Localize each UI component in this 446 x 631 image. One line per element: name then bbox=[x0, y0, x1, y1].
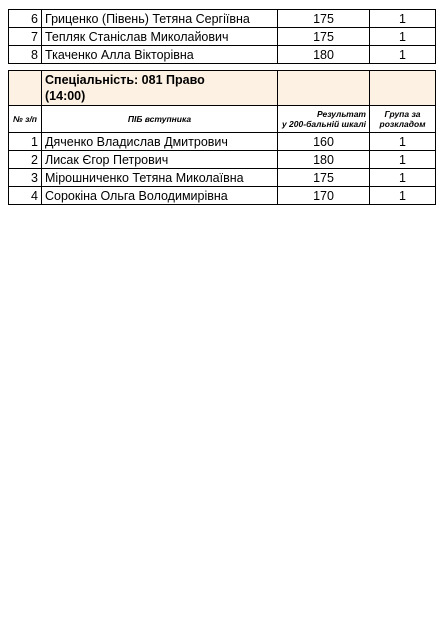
table-row bbox=[9, 151, 436, 169]
score: 160 bbox=[278, 133, 370, 151]
applicant-name: Тепляк Станіслав Миколайович bbox=[42, 28, 278, 46]
group: 1 bbox=[370, 46, 436, 64]
score: 170 bbox=[278, 187, 370, 205]
row-number: 8 bbox=[9, 46, 42, 64]
score: 180 bbox=[278, 151, 370, 169]
row-number: 1 bbox=[9, 133, 42, 151]
specialty-empty-cell bbox=[9, 71, 42, 106]
specialty-title bbox=[42, 71, 278, 106]
table-row bbox=[9, 28, 436, 46]
header-score-line1: Результат bbox=[317, 109, 366, 119]
group: 1 bbox=[370, 187, 436, 205]
specialty-header-row bbox=[9, 71, 436, 106]
row-number: 4 bbox=[9, 187, 42, 205]
specialty-title-line2: (14:00) bbox=[45, 89, 86, 103]
applicant-name: Дяченко Владислав Дмитрович bbox=[42, 133, 278, 151]
header-number: № з/п bbox=[9, 106, 42, 133]
group: 1 bbox=[370, 169, 436, 187]
applicant-name: Гриценко (Півень) Тетяна Сергіївна bbox=[42, 10, 278, 28]
group: 1 bbox=[370, 10, 436, 28]
specialty-empty-cell bbox=[278, 71, 370, 106]
applicant-name: Мірошниченко Тетяна Миколаївна bbox=[42, 169, 278, 187]
column-header-row bbox=[9, 106, 436, 133]
row-number: 6 bbox=[9, 10, 42, 28]
table-row bbox=[9, 169, 436, 187]
score: 175 bbox=[278, 28, 370, 46]
header-group-line2: розкладом bbox=[379, 119, 426, 129]
header-name: ПІБ вступника bbox=[42, 106, 278, 133]
row-number: 3 bbox=[9, 169, 42, 187]
specialty-table-body bbox=[9, 71, 436, 205]
group: 1 bbox=[370, 151, 436, 169]
row-number: 2 bbox=[9, 151, 42, 169]
score: 175 bbox=[278, 10, 370, 28]
specialty-table bbox=[8, 70, 436, 205]
score: 180 bbox=[278, 46, 370, 64]
header-score-line2: у 200-бальній шкалі bbox=[281, 119, 366, 129]
applicant-name: Ткаченко Алла Вікторівна bbox=[42, 46, 278, 64]
applicant-name: Лисак Єгор Петрович bbox=[42, 151, 278, 169]
previous-specialty-rows bbox=[9, 10, 436, 64]
table-row bbox=[9, 133, 436, 151]
specialty-title-line1: Спеціальність: 081 Право bbox=[45, 73, 205, 87]
applicant-name: Сорокіна Ольга Володимирівна bbox=[42, 187, 278, 205]
previous-specialty-table bbox=[8, 9, 436, 64]
header-group-line1: Група за bbox=[384, 109, 421, 119]
row-number: 7 bbox=[9, 28, 42, 46]
score: 175 bbox=[278, 169, 370, 187]
table-row bbox=[9, 187, 436, 205]
table-row bbox=[9, 10, 436, 28]
header-score bbox=[278, 106, 370, 133]
specialty-empty-cell bbox=[370, 71, 436, 106]
table-row bbox=[9, 46, 436, 64]
group: 1 bbox=[370, 133, 436, 151]
header-group bbox=[370, 106, 436, 133]
group: 1 bbox=[370, 28, 436, 46]
